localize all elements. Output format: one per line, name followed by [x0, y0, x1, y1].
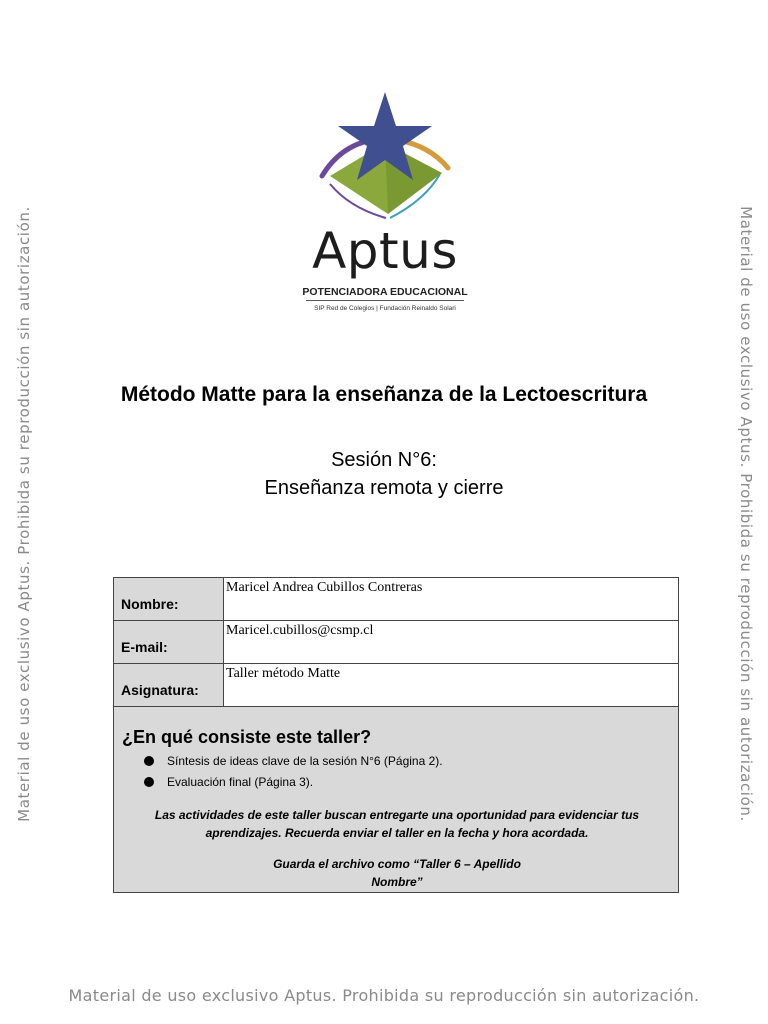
- subject-field[interactable]: Taller método Matte: [224, 664, 679, 707]
- table-row: [114, 664, 679, 707]
- subject-label: Asignatura:: [114, 664, 224, 707]
- bullet-text: Evaluación final (Página 3).: [167, 775, 314, 789]
- table-row: [114, 578, 679, 621]
- aptus-logo: [290, 88, 480, 320]
- list-item: [144, 775, 313, 789]
- session-number: Sesión N°6:: [331, 449, 437, 471]
- logo-divider: [306, 300, 464, 301]
- list-item: [144, 754, 443, 768]
- document-title: Método Matte para la enseñanza de la Lectoescritura: [120, 383, 648, 406]
- workshop-info-box: [114, 707, 679, 893]
- footer-watermark: Material de uso exclusivo Aptus. Prohibida su reproducción sin autorización.: [68, 986, 700, 1005]
- save-instruction-line2: Nombre”: [371, 875, 423, 889]
- side-watermark-left: Material de uso exclusivo Aptus. Prohibida su reproducción sin autorización.: [15, 206, 33, 822]
- name-field[interactable]: Maricel Andrea Cubillos Contreras: [224, 578, 679, 621]
- bullet-icon: [144, 777, 154, 787]
- bullet-text: Síntesis de ideas clave de la sesión N°6 (Página 2).: [167, 754, 443, 768]
- side-watermark-right: Material de uso exclusivo Aptus. Prohibida su reproducción sin autorización.: [737, 206, 755, 822]
- logo-tagline: POTENCIADORA EDUCACIONAL: [302, 286, 468, 298]
- aptus-star-emblem-icon: [290, 88, 480, 228]
- name-label: Nombre:: [114, 578, 224, 621]
- workshop-heading: ¿En qué consiste este taller?: [122, 727, 372, 747]
- table-row: [114, 621, 679, 664]
- student-info-table: [113, 577, 679, 893]
- logo-wordmark: Aptus: [312, 222, 458, 280]
- email-field[interactable]: Maricel.cubillos@csmp.cl: [224, 621, 679, 664]
- bullet-icon: [144, 756, 154, 766]
- save-instruction-line1: Guarda el archivo como “Taller 6 – Apellido: [273, 857, 521, 871]
- workshop-note-line2: aprendizajes. Recuerda enviar el taller en la fecha y hora acordada.: [205, 826, 589, 840]
- email-label: E-mail:: [114, 621, 224, 664]
- session-topic: Enseñanza remota y cierre: [264, 477, 504, 499]
- logo-subtitle: SIP Red de Colegios | Fundación Reinaldo Solari: [314, 305, 456, 312]
- workshop-note-line1: Las actividades de este taller buscan entregarte una oportunidad para evidenciar tus: [154, 808, 640, 822]
- table-row: [114, 707, 679, 893]
